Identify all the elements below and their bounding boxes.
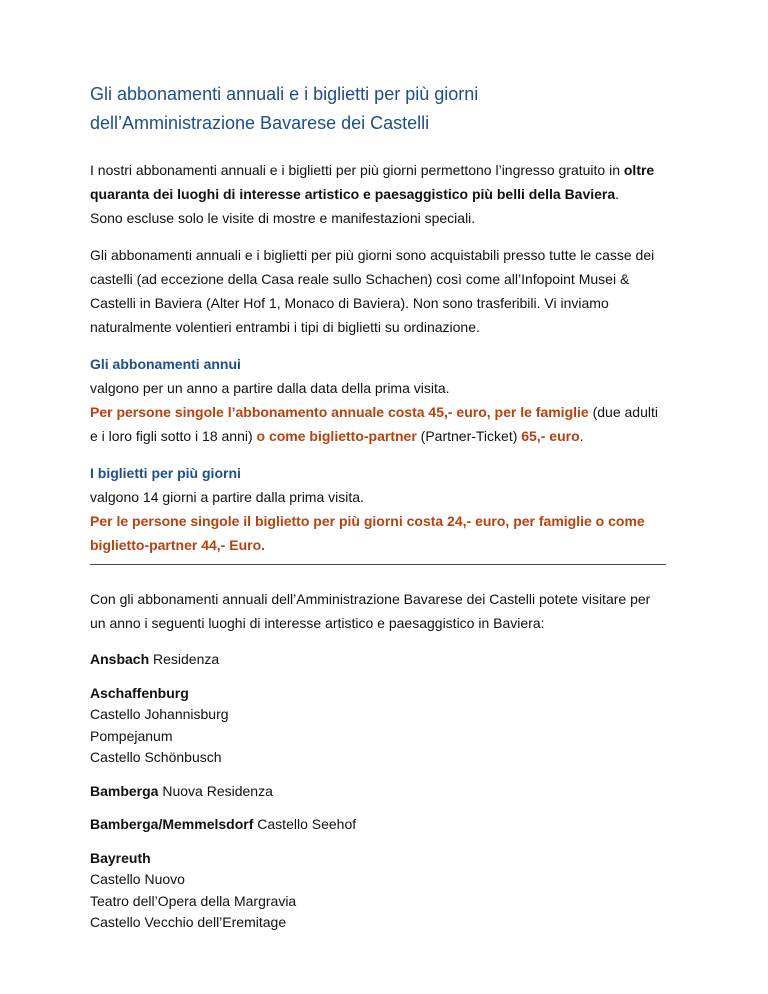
multiday-ticket-validity: valgono 14 giorni a partire dalla prima visita. bbox=[90, 489, 364, 505]
place-city: Bamberga bbox=[90, 782, 159, 799]
place-site: Nuova Residenza bbox=[158, 782, 273, 799]
title-line-2: dell’Amministrazione Bavarese dei Castelli bbox=[90, 113, 430, 133]
place-text bbox=[90, 649, 676, 671]
intro-paragraph bbox=[90, 158, 676, 230]
place-text bbox=[90, 814, 676, 836]
list-intro-line-2: un anno i seguenti luoghi di interesse artistico e paesaggistico in Baviera: bbox=[90, 615, 545, 631]
places-list bbox=[90, 649, 676, 934]
place-text bbox=[90, 848, 676, 934]
document-title bbox=[90, 80, 676, 138]
annual-pass-text: . bbox=[579, 428, 584, 444]
place-entry bbox=[90, 848, 676, 934]
place-site: Castello Nuovo bbox=[90, 871, 185, 887]
place-text bbox=[90, 683, 676, 769]
multiday-ticket-section bbox=[90, 461, 676, 557]
place-entry bbox=[90, 649, 676, 671]
annual-pass-partner-price: 65,- euro bbox=[521, 428, 580, 444]
multiday-ticket-price-line-2: biglietto-partner 44,- Euro. bbox=[90, 537, 266, 553]
multiday-ticket-price-line-1: Per le persone singole il biglietto per più giorni costa 24,- euro, per famiglie o come bbox=[90, 513, 645, 529]
purchase-line-2: castelli (ad eccezione della Casa reale sullo Schachen) così come all’Infopoint Musei & bbox=[90, 271, 630, 287]
place-city: Bamberga/Memmelsdorf bbox=[90, 816, 254, 832]
title-line-1: Gli abbonamenti annuali e i biglietti per più giorni bbox=[90, 84, 479, 104]
place-city: Bayreuth bbox=[90, 849, 151, 866]
purchase-line-4: naturalmente volentieri entrambi i tipi di biglietti su ordinazione. bbox=[90, 319, 480, 335]
place-city: Ansbach bbox=[90, 651, 150, 667]
annual-pass-text: (due adulti bbox=[588, 404, 658, 420]
intro-exclusions: Sono escluse solo le visite di mostre e manifestazioni speciali. bbox=[90, 210, 476, 226]
annual-pass-text: e i loro figli sotto i 18 anni) bbox=[90, 428, 257, 444]
place-entry bbox=[90, 781, 676, 803]
list-intro-paragraph bbox=[90, 587, 676, 635]
purchase-line-1: Gli abbonamenti annuali e i biglietti per più giorni sono acquistabili presso tutte le casse dei bbox=[90, 247, 655, 263]
place-site: Castello Schönbusch bbox=[90, 749, 222, 765]
place-entry bbox=[90, 683, 676, 769]
place-site: Castello Vecchio dell’Eremitage bbox=[90, 914, 287, 930]
intro-bold-1: oltre bbox=[623, 162, 655, 178]
place-site: Pompejanum bbox=[90, 727, 173, 744]
list-intro-line-1: Con gli abbonamenti annuali dell’Amministrazione Bavarese dei Castelli potete visitare per bbox=[90, 591, 651, 607]
purchase-paragraph bbox=[90, 243, 676, 339]
annual-pass-text: (Partner-Ticket) bbox=[416, 428, 522, 444]
place-entry bbox=[90, 814, 676, 836]
place-site: Castello Johannisburg bbox=[90, 706, 229, 722]
annual-pass-partner: o come biglietto-partner bbox=[256, 428, 417, 444]
intro-text: I nostri abbonamenti annuali e i biglietti per più giorni permettono l’ingresso gratuito in bbox=[90, 162, 624, 178]
place-site: Castello Seehof bbox=[253, 816, 357, 832]
intro-bold-2: quaranta dei luoghi di interesse artistico e paesaggistico più belli della Baviera bbox=[90, 186, 616, 202]
annual-pass-validity: valgono per un anno a partire dalla data della prima visita. bbox=[90, 380, 450, 396]
horizontal-divider bbox=[90, 564, 666, 565]
document-page bbox=[90, 80, 676, 934]
intro-period: . bbox=[615, 186, 620, 202]
annual-pass-price-single: Per persone singole l’abbonamento annuale costa 45,- euro, per le famiglie bbox=[90, 404, 589, 420]
place-site: Teatro dell’Opera della Margravia bbox=[90, 892, 297, 909]
purchase-line-3: Castelli in Baviera (Alter Hof 1, Monaco di Baviera). Non sono trasferibili. Vi inviamo bbox=[90, 295, 609, 311]
place-text bbox=[90, 781, 676, 803]
annual-pass-section bbox=[90, 352, 676, 448]
place-city: Aschaffenburg bbox=[90, 684, 189, 701]
multiday-ticket-heading: I biglietti per più giorni bbox=[90, 465, 241, 481]
place-site: Residenza bbox=[149, 651, 220, 667]
annual-pass-heading: Gli abbonamenti annui bbox=[90, 356, 241, 372]
